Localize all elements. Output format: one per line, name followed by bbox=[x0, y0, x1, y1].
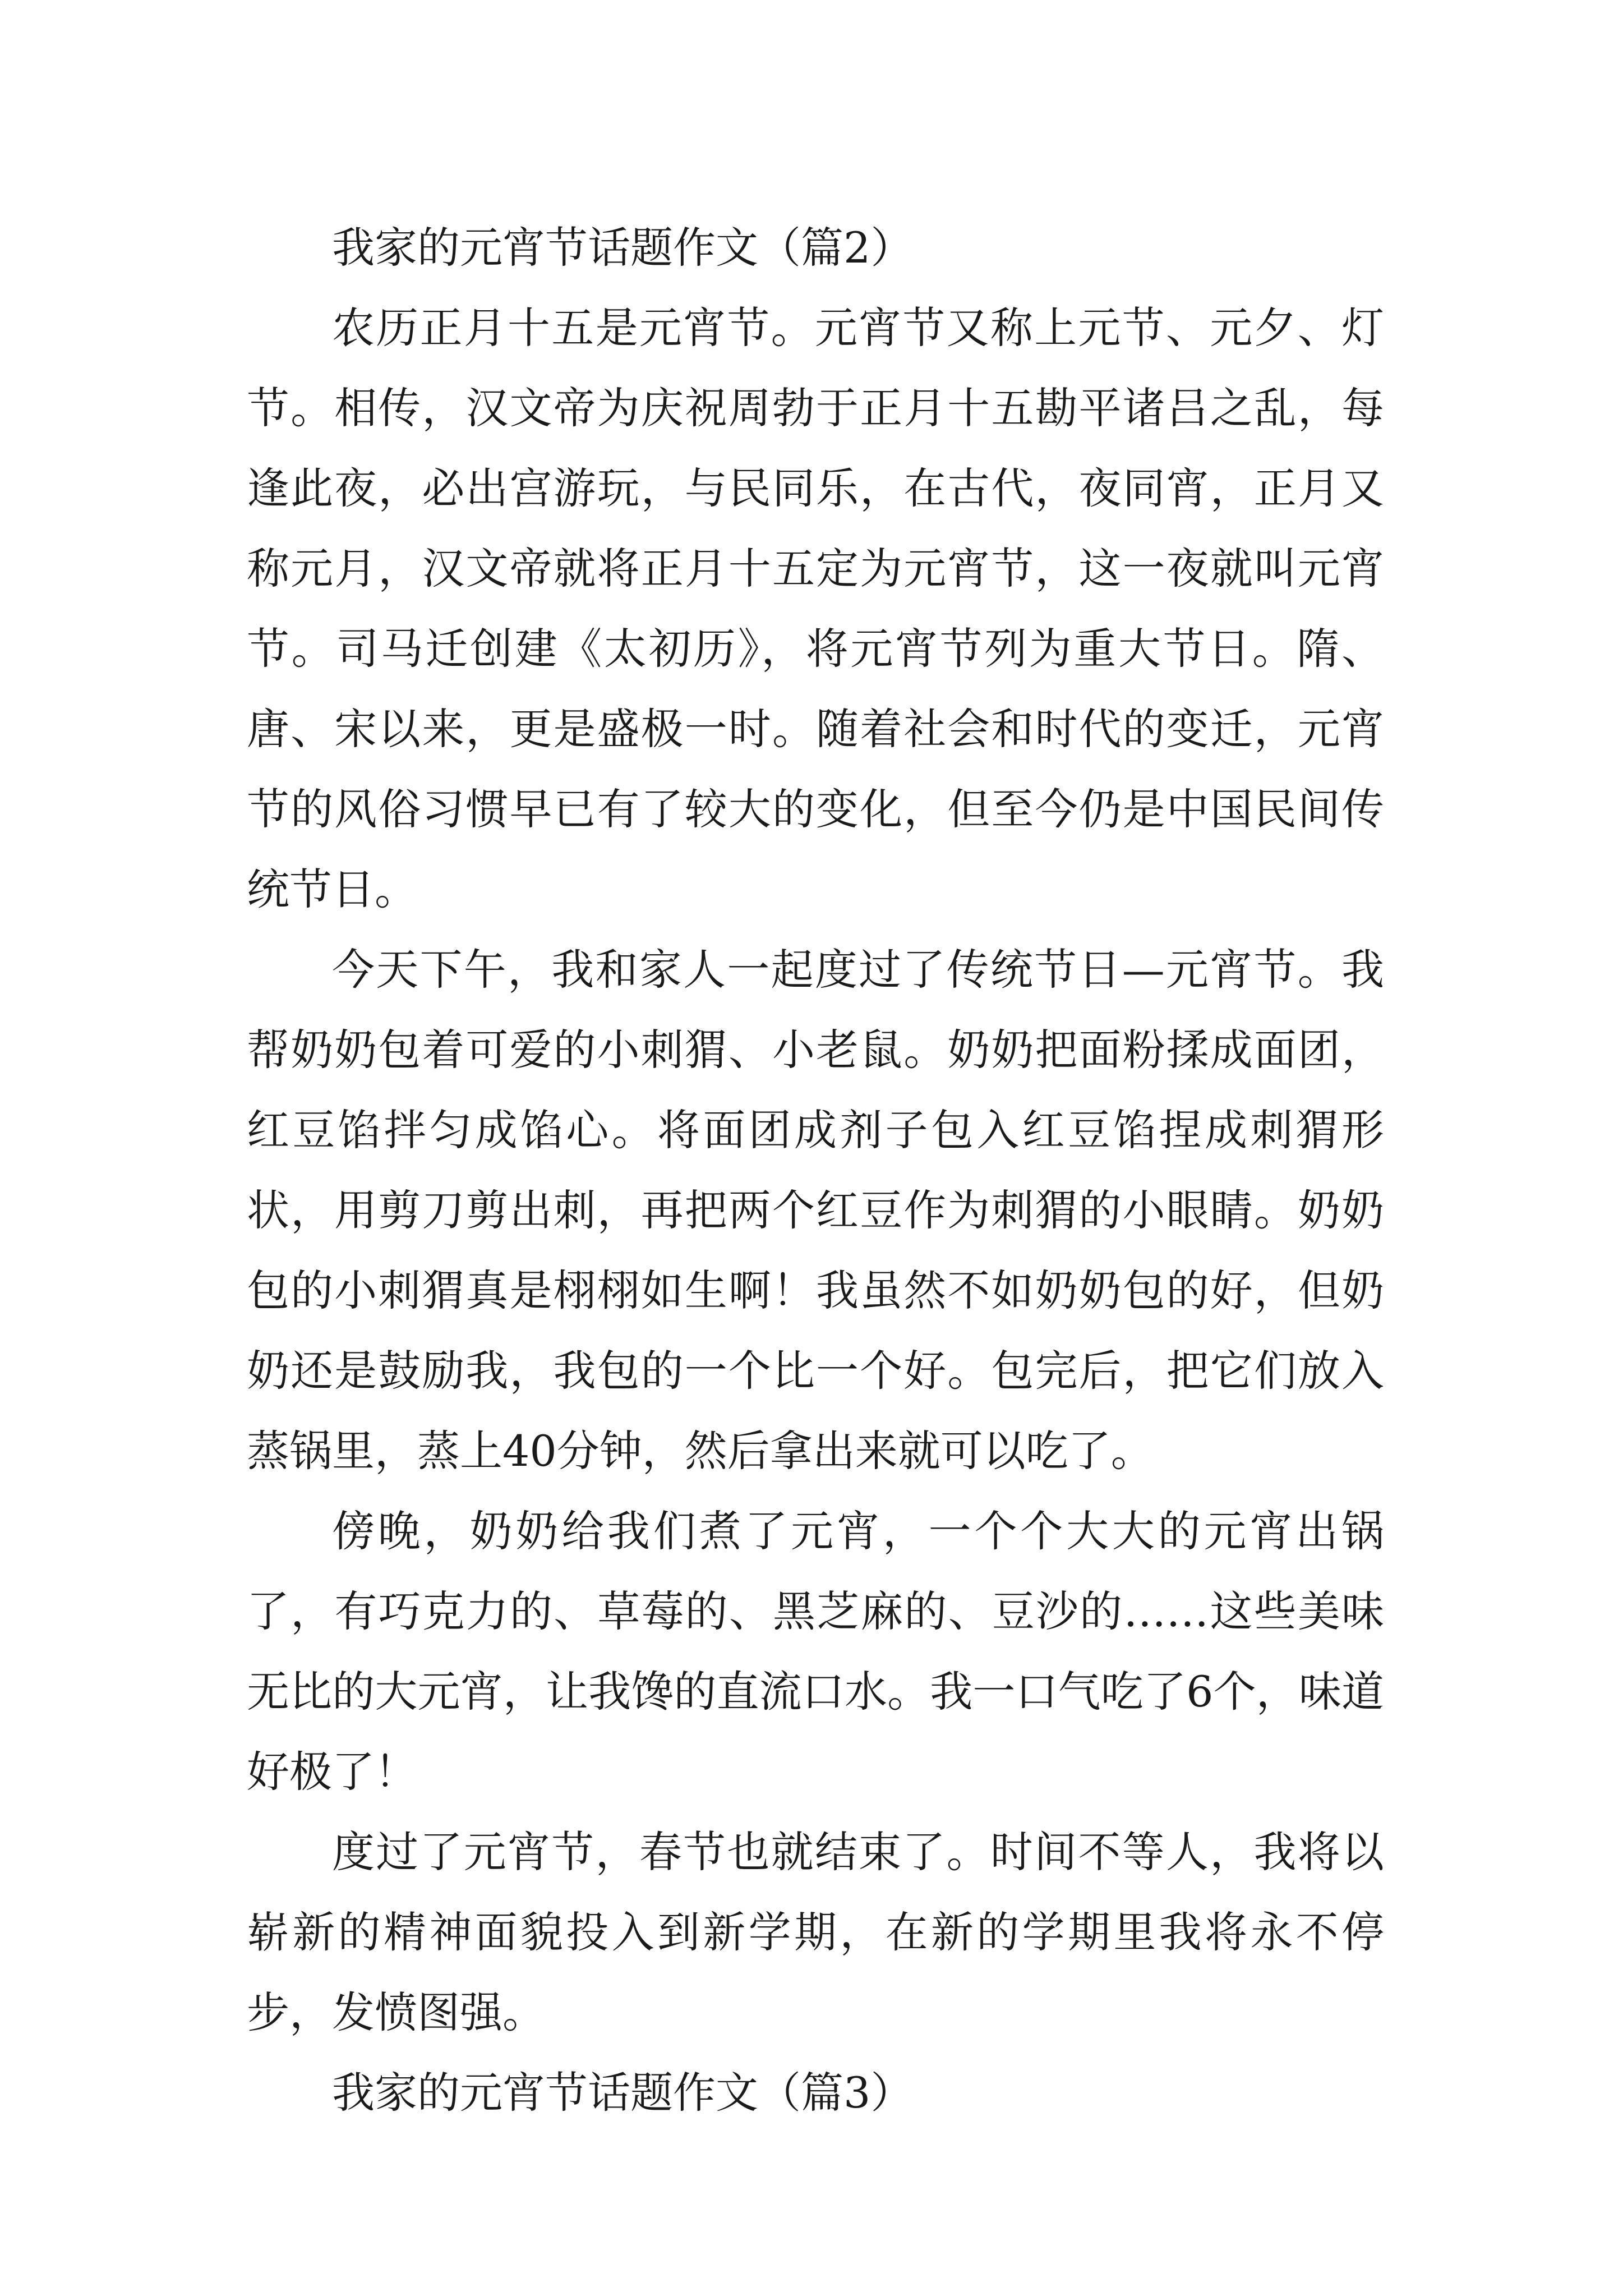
paragraph-3: 傍晚，奶奶给我们煮了元宵，一个个大大的元宵出锅了，有巧克力的、草莓的、黑芝麻的、豆沙的……这些美味无比的大元宵，让我馋的直流口水。我一口气吃了6个，味道好极了！ bbox=[247, 1506, 1384, 1797]
section-heading-2: 我家的元宵节话题作文（篇2） bbox=[332, 223, 914, 273]
paragraph-2: 今天下午，我和家人一起度过了传统节日—元宵节。我帮奶奶包着可爱的小刺猬、小老鼠。奶奶把面粉揉成面团，红豆馅拌匀成馅心。将面团成剂子包入红豆馅捏成刺猬形状，用剪刀剪出刺，再把两个红豆作为刺猬的小眼睛。奶奶包的小刺猬真是栩栩如生啊！我虽然不如奶奶包的好，但奶奶还是鼓励我，我包的一个比一个好。包完后，把它们放入蒸锅里，蒸上40分钟，然后拿出来就可以吃了。 bbox=[247, 945, 1384, 1476]
paragraph-4: 度过了元宵节，春节也就结束了。时间不等人，我将以崭新的精神面貌投入到新学期，在新的学期里我将永不停步，发愤图强。 bbox=[247, 1827, 1384, 2037]
paragraph-1: 农历正月十五是元宵节。元宵节又称上元节、元夕、灯节。相传，汉文帝为庆祝周勃于正月十五勘平诸吕之乱，每逢此夜，必出宫游玩，与民同乐，在古代，夜同宵，正月又称元月，汉文帝就将正月十五定为元宵节，这一夜就叫元宵节。司马迁创建《太初历》，将元宵节列为重大节日。隋、唐、宋以来，更是盛极一时。随着社会和时代的变迁，元宵节的风俗习惯早已有了较大的变化，但至今仍是中国民间传统节日。 bbox=[247, 303, 1384, 914]
document-body bbox=[247, 208, 1384, 2133]
section-heading-3: 我家的元宵节话题作文（篇3） bbox=[332, 2068, 914, 2118]
